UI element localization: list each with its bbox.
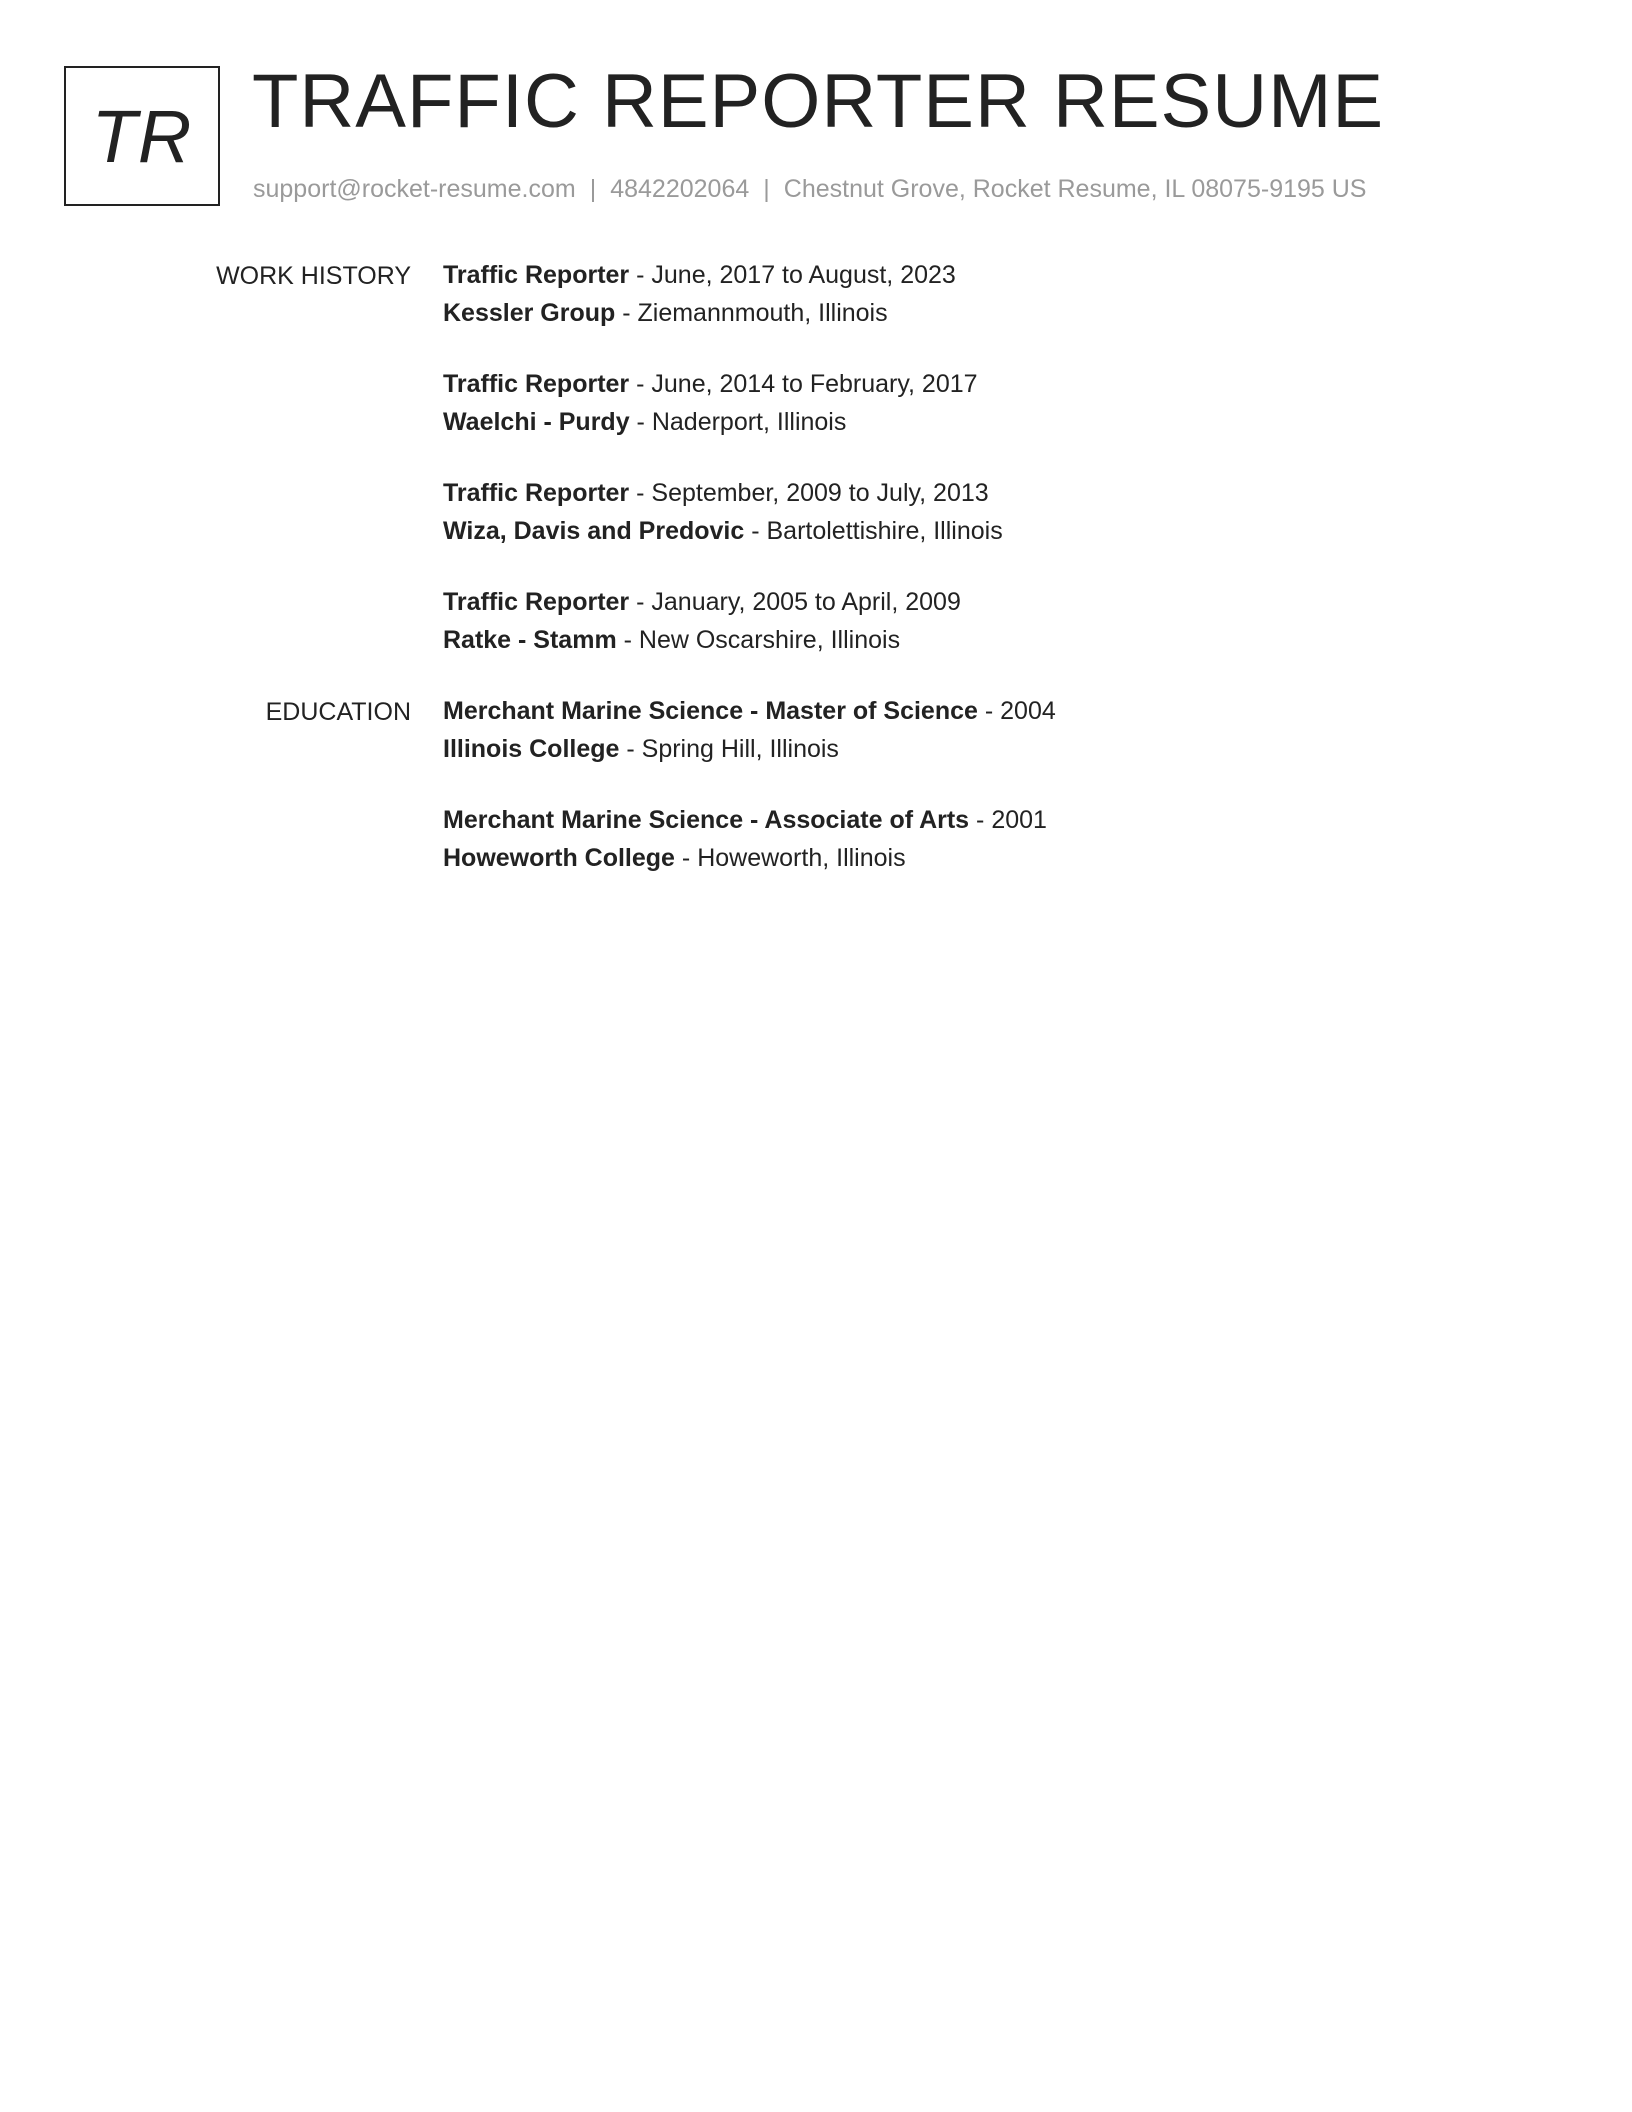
degree-name: Merchant Marine Science - Master of Science xyxy=(443,697,978,725)
contact-separator: | xyxy=(763,175,770,203)
school-name: Illinois College xyxy=(443,734,620,763)
job-dates: June, 2014 to February, 2017 xyxy=(651,370,978,398)
contact-email: support@rocket-resume.com xyxy=(253,175,576,203)
employer-location: Ziemannmouth, Illinois xyxy=(637,298,888,327)
job-title: Traffic Reporter xyxy=(443,479,630,507)
degree-year: 2004 xyxy=(1000,697,1056,725)
contact-address: Chestnut Grove, Rocket Resume, IL 08075-9195 US xyxy=(783,175,1367,203)
job-title: Traffic Reporter xyxy=(443,588,630,616)
job-title: Traffic Reporter xyxy=(443,261,630,289)
job-dates: June, 2017 to August, 2023 xyxy=(651,261,956,289)
degree-name: Merchant Marine Science - Associate of Arts xyxy=(443,806,970,834)
work-entry: Traffic Reporter - June, 2014 to February, 2017 Waelchi - Purdy - Naderport, Illinois xyxy=(443,370,978,436)
employer-location: Bartolettishire, Illinois xyxy=(766,516,1003,545)
job-dates: January, 2005 to April, 2009 xyxy=(651,588,961,616)
contact-phone: 4842202064 xyxy=(610,175,750,203)
employer-name: Kessler Group xyxy=(443,298,616,327)
employer-name: Wiza, Davis and Predovic xyxy=(443,516,745,545)
education-entry: Merchant Marine Science - Master of Science - 2004 Illinois College - Spring Hill, Illinois xyxy=(443,697,1056,763)
school-location: Spring Hill, Illinois xyxy=(641,734,839,763)
contact-separator: | xyxy=(589,175,597,203)
employer-name: Waelchi - Purdy xyxy=(443,407,630,436)
work-entry: Traffic Reporter - September, 2009 to July, 2013 Wiza, Davis and Predovic - Bartolettishire, Illinois xyxy=(443,479,1003,545)
page-title: TRAFFIC REPORTER RESUME xyxy=(252,59,1385,144)
section-label-education: EDUCATION xyxy=(265,698,411,726)
employer-location: New Oscarshire, Illinois xyxy=(638,625,901,654)
degree-year: 2001 xyxy=(991,806,1047,834)
school-location: Howeworth, Illinois xyxy=(697,843,906,872)
monogram-box xyxy=(64,66,220,206)
education-entry: Merchant Marine Science - Associate of Arts - 2001 Howeworth College - Howeworth, Illinois xyxy=(443,806,1047,872)
job-title: Traffic Reporter xyxy=(443,370,630,398)
work-entry: Traffic Reporter - January, 2005 to April, 2009 Ratke - Stamm - New Oscarshire, Illinois xyxy=(443,588,961,654)
employer-name: Ratke - Stamm xyxy=(443,625,617,654)
contact-line xyxy=(253,172,1366,206)
monogram-initials: TR xyxy=(91,94,193,178)
section-label-work-history: WORK HISTORY xyxy=(216,262,411,290)
job-dates: September, 2009 to July, 2013 xyxy=(651,479,989,507)
work-entry: Traffic Reporter - June, 2017 to August, 2023 Kessler Group - Ziemannmouth, Illinois xyxy=(443,261,956,327)
school-name: Howeworth College xyxy=(443,843,675,872)
employer-location: Naderport, Illinois xyxy=(651,407,847,436)
